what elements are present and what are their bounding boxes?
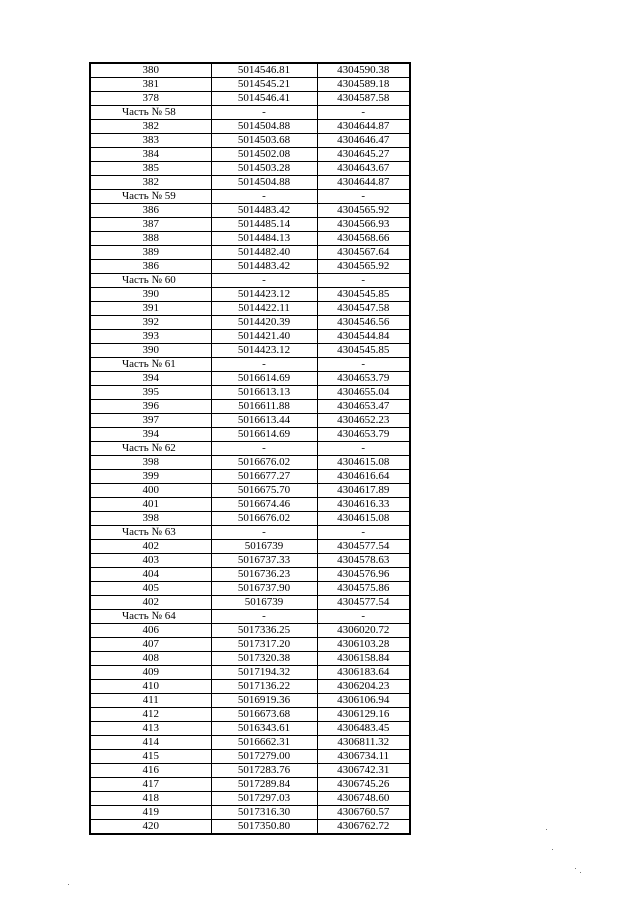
point-number-cell: 387 [90, 218, 211, 232]
point-number-cell: 404 [90, 568, 211, 582]
point-number-cell: 389 [90, 246, 211, 260]
y-coordinate-cell: 4306204.23 [317, 680, 410, 694]
table-row [90, 652, 410, 666]
x-coordinate-cell: - [211, 106, 317, 120]
x-coordinate-cell: 5016919.36 [211, 694, 317, 708]
y-coordinate-cell: 4304646.47 [317, 134, 410, 148]
x-coordinate-cell: 5017194.32 [211, 666, 317, 680]
coordinates-table [89, 62, 411, 835]
point-number-cell: 415 [90, 750, 211, 764]
part-header-row [90, 358, 410, 372]
table-row [90, 624, 410, 638]
table-row [90, 470, 410, 484]
table-row [90, 708, 410, 722]
point-number-cell: 386 [90, 204, 211, 218]
point-number-cell: 419 [90, 806, 211, 820]
table-row [90, 204, 410, 218]
y-coordinate-cell: 4306129.16 [317, 708, 410, 722]
x-coordinate-cell: 5016676.02 [211, 512, 317, 526]
point-number-cell: 391 [90, 302, 211, 316]
y-coordinate-cell: 4304589.18 [317, 78, 410, 92]
y-coordinate-cell: 4304645.27 [317, 148, 410, 162]
y-coordinate-cell: - [317, 106, 410, 120]
scan-speck [575, 868, 576, 869]
x-coordinate-cell: 5016737.90 [211, 582, 317, 596]
y-coordinate-cell: 4304644.87 [317, 176, 410, 190]
y-coordinate-cell: - [317, 442, 410, 456]
y-coordinate-cell: 4304653.79 [317, 372, 410, 386]
x-coordinate-cell: 5014485.14 [211, 218, 317, 232]
table-row [90, 316, 410, 330]
table-row [90, 162, 410, 176]
part-header-row [90, 610, 410, 624]
table-row [90, 302, 410, 316]
y-coordinate-cell: 4304644.87 [317, 120, 410, 134]
point-number-cell: 397 [90, 414, 211, 428]
point-number-cell: 413 [90, 722, 211, 736]
x-coordinate-cell: 5014421.40 [211, 330, 317, 344]
point-number-cell: 390 [90, 288, 211, 302]
y-coordinate-cell: 4306158.84 [317, 652, 410, 666]
y-coordinate-cell: 4304578.63 [317, 554, 410, 568]
x-coordinate-cell: 5014423.12 [211, 344, 317, 358]
table-row [90, 330, 410, 344]
table-row [90, 694, 410, 708]
x-coordinate-cell: 5016613.44 [211, 414, 317, 428]
table-row [90, 386, 410, 400]
point-number-cell: 402 [90, 596, 211, 610]
point-number-cell: 390 [90, 344, 211, 358]
table-row [90, 414, 410, 428]
point-number-cell: 399 [90, 470, 211, 484]
y-coordinate-cell: - [317, 190, 410, 204]
y-coordinate-cell: 4304617.89 [317, 484, 410, 498]
point-number-cell: 394 [90, 428, 211, 442]
y-coordinate-cell: 4306734.11 [317, 750, 410, 764]
x-coordinate-cell: 5017336.25 [211, 624, 317, 638]
point-number-cell: 420 [90, 820, 211, 835]
y-coordinate-cell: 4304616.64 [317, 470, 410, 484]
table-row [90, 428, 410, 442]
table-row [90, 400, 410, 414]
x-coordinate-cell: 5017320.38 [211, 652, 317, 666]
x-coordinate-cell: 5017316.30 [211, 806, 317, 820]
y-coordinate-cell: 4304655.04 [317, 386, 410, 400]
part-header-row [90, 274, 410, 288]
table-row [90, 372, 410, 386]
table-row [90, 568, 410, 582]
y-coordinate-cell: 4304575.86 [317, 582, 410, 596]
x-coordinate-cell: 5016614.69 [211, 372, 317, 386]
y-coordinate-cell: 4306748.60 [317, 792, 410, 806]
x-coordinate-cell: 5017136.22 [211, 680, 317, 694]
part-header-row [90, 106, 410, 120]
point-number-cell: 409 [90, 666, 211, 680]
x-coordinate-cell: 5014503.68 [211, 134, 317, 148]
x-coordinate-cell: 5016739 [211, 540, 317, 554]
table-row [90, 582, 410, 596]
point-number-cell: 395 [90, 386, 211, 400]
y-coordinate-cell: 4304577.54 [317, 596, 410, 610]
table-row [90, 484, 410, 498]
y-coordinate-cell: 4304590.38 [317, 63, 410, 78]
point-number-cell: 410 [90, 680, 211, 694]
table-row [90, 120, 410, 134]
x-coordinate-cell: 5017350.80 [211, 820, 317, 835]
point-number-cell: 386 [90, 260, 211, 274]
x-coordinate-cell: 5014502.08 [211, 148, 317, 162]
table-row [90, 260, 410, 274]
point-number-cell: 380 [90, 63, 211, 78]
point-number-cell: 400 [90, 484, 211, 498]
point-number-cell: 382 [90, 176, 211, 190]
table-row [90, 498, 410, 512]
table-row [90, 764, 410, 778]
table-row [90, 78, 410, 92]
y-coordinate-cell: 4306483.45 [317, 722, 410, 736]
y-coordinate-cell: - [317, 610, 410, 624]
x-coordinate-cell: 5014484.13 [211, 232, 317, 246]
table-row [90, 512, 410, 526]
part-header-row [90, 442, 410, 456]
y-coordinate-cell: 4306183.64 [317, 666, 410, 680]
y-coordinate-cell: 4304643.67 [317, 162, 410, 176]
point-number-cell: 416 [90, 764, 211, 778]
x-coordinate-cell: 5014483.42 [211, 260, 317, 274]
table-row [90, 456, 410, 470]
table-row [90, 638, 410, 652]
x-coordinate-cell: 5016736.23 [211, 568, 317, 582]
table-row [90, 778, 410, 792]
x-coordinate-cell: 5016677.27 [211, 470, 317, 484]
x-coordinate-cell: - [211, 358, 317, 372]
x-coordinate-cell: 5017317.20 [211, 638, 317, 652]
x-coordinate-cell: - [211, 526, 317, 540]
y-coordinate-cell: 4304616.33 [317, 498, 410, 512]
y-coordinate-cell: 4304544.84 [317, 330, 410, 344]
point-number-cell: 398 [90, 512, 211, 526]
scan-speck [546, 829, 547, 830]
y-coordinate-cell: 4304577.54 [317, 540, 410, 554]
x-coordinate-cell: 5014483.42 [211, 204, 317, 218]
y-coordinate-cell: 4304576.96 [317, 568, 410, 582]
x-coordinate-cell: 5017297.03 [211, 792, 317, 806]
x-coordinate-cell: 5014423.12 [211, 288, 317, 302]
y-coordinate-cell: 4304546.56 [317, 316, 410, 330]
table-row [90, 344, 410, 358]
x-coordinate-cell: 5016739 [211, 596, 317, 610]
point-number-cell: 403 [90, 554, 211, 568]
y-coordinate-cell: 4304547.58 [317, 302, 410, 316]
x-coordinate-cell: 5016343.61 [211, 722, 317, 736]
table-row [90, 148, 410, 162]
y-coordinate-cell: 4306760.57 [317, 806, 410, 820]
y-coordinate-cell: - [317, 526, 410, 540]
table-row [90, 246, 410, 260]
part-label-cell: Часть № 64 [90, 610, 211, 624]
table-row [90, 232, 410, 246]
x-coordinate-cell: 5016673.68 [211, 708, 317, 722]
y-coordinate-cell: 4306762.72 [317, 820, 410, 835]
part-label-cell: Часть № 61 [90, 358, 211, 372]
y-coordinate-cell: 4304566.93 [317, 218, 410, 232]
point-number-cell: 394 [90, 372, 211, 386]
y-coordinate-cell: 4304565.92 [317, 260, 410, 274]
x-coordinate-cell: - [211, 442, 317, 456]
y-coordinate-cell: 4306745.26 [317, 778, 410, 792]
y-coordinate-cell: 4304653.47 [317, 400, 410, 414]
table-row [90, 736, 410, 750]
scan-speck [552, 849, 553, 850]
table-row [90, 540, 410, 554]
table-row [90, 92, 410, 106]
point-number-cell: 382 [90, 120, 211, 134]
y-coordinate-cell: 4304567.64 [317, 246, 410, 260]
point-number-cell: 414 [90, 736, 211, 750]
point-number-cell: 388 [90, 232, 211, 246]
y-coordinate-cell: 4304587.58 [317, 92, 410, 106]
y-coordinate-cell: 4306020.72 [317, 624, 410, 638]
coordinates-table-body [90, 63, 410, 834]
point-number-cell: 398 [90, 456, 211, 470]
table-row [90, 680, 410, 694]
point-number-cell: 378 [90, 92, 211, 106]
x-coordinate-cell: 5014504.88 [211, 176, 317, 190]
y-coordinate-cell: 4304565.92 [317, 204, 410, 218]
x-coordinate-cell: 5016614.69 [211, 428, 317, 442]
y-coordinate-cell: 4306103.28 [317, 638, 410, 652]
y-coordinate-cell: 4306811.32 [317, 736, 410, 750]
point-number-cell: 418 [90, 792, 211, 806]
part-label-cell: Часть № 63 [90, 526, 211, 540]
point-number-cell: 417 [90, 778, 211, 792]
part-label-cell: Часть № 60 [90, 274, 211, 288]
part-header-row [90, 190, 410, 204]
x-coordinate-cell: 5016674.46 [211, 498, 317, 512]
point-number-cell: 392 [90, 316, 211, 330]
table-row [90, 288, 410, 302]
x-coordinate-cell: - [211, 610, 317, 624]
scan-speck [68, 884, 69, 885]
y-coordinate-cell: 4306742.31 [317, 764, 410, 778]
y-coordinate-cell: 4304545.85 [317, 288, 410, 302]
point-number-cell: 385 [90, 162, 211, 176]
x-coordinate-cell: 5014546.41 [211, 92, 317, 106]
table-row [90, 666, 410, 680]
x-coordinate-cell: 5016662.31 [211, 736, 317, 750]
y-coordinate-cell: - [317, 358, 410, 372]
table-row [90, 806, 410, 820]
point-number-cell: 408 [90, 652, 211, 666]
y-coordinate-cell: 4304568.66 [317, 232, 410, 246]
y-coordinate-cell: 4304545.85 [317, 344, 410, 358]
part-label-cell: Часть № 62 [90, 442, 211, 456]
scan-speck [580, 872, 581, 873]
x-coordinate-cell: 5014504.88 [211, 120, 317, 134]
x-coordinate-cell: 5017283.76 [211, 764, 317, 778]
table-row [90, 596, 410, 610]
x-coordinate-cell: 5016675.70 [211, 484, 317, 498]
point-number-cell: 381 [90, 78, 211, 92]
point-number-cell: 412 [90, 708, 211, 722]
point-number-cell: 396 [90, 400, 211, 414]
x-coordinate-cell: 5016737.33 [211, 554, 317, 568]
y-coordinate-cell: - [317, 274, 410, 288]
table-row [90, 722, 410, 736]
table-row [90, 218, 410, 232]
table-row [90, 554, 410, 568]
x-coordinate-cell: 5014546.81 [211, 63, 317, 78]
point-number-cell: 406 [90, 624, 211, 638]
x-coordinate-cell: - [211, 274, 317, 288]
x-coordinate-cell: 5014545.21 [211, 78, 317, 92]
point-number-cell: 393 [90, 330, 211, 344]
table-row [90, 176, 410, 190]
point-number-cell: 384 [90, 148, 211, 162]
x-coordinate-cell: 5014420.39 [211, 316, 317, 330]
table-row [90, 63, 410, 78]
point-number-cell: 411 [90, 694, 211, 708]
part-label-cell: Часть № 58 [90, 106, 211, 120]
table-row [90, 750, 410, 764]
y-coordinate-cell: 4304653.79 [317, 428, 410, 442]
table-row [90, 134, 410, 148]
x-coordinate-cell: 5016613.13 [211, 386, 317, 400]
part-label-cell: Часть № 59 [90, 190, 211, 204]
x-coordinate-cell: 5014422.11 [211, 302, 317, 316]
point-number-cell: 405 [90, 582, 211, 596]
point-number-cell: 402 [90, 540, 211, 554]
y-coordinate-cell: 4306106.94 [317, 694, 410, 708]
table-row [90, 792, 410, 806]
point-number-cell: 383 [90, 134, 211, 148]
table-row [90, 820, 410, 835]
x-coordinate-cell: 5014503.28 [211, 162, 317, 176]
x-coordinate-cell: - [211, 190, 317, 204]
x-coordinate-cell: 5014482.40 [211, 246, 317, 260]
y-coordinate-cell: 4304615.08 [317, 456, 410, 470]
x-coordinate-cell: 5017279.00 [211, 750, 317, 764]
x-coordinate-cell: 5017289.84 [211, 778, 317, 792]
part-header-row [90, 526, 410, 540]
x-coordinate-cell: 5016676.02 [211, 456, 317, 470]
x-coordinate-cell: 5016611.88 [211, 400, 317, 414]
point-number-cell: 407 [90, 638, 211, 652]
point-number-cell: 401 [90, 498, 211, 512]
y-coordinate-cell: 4304652.23 [317, 414, 410, 428]
y-coordinate-cell: 4304615.08 [317, 512, 410, 526]
